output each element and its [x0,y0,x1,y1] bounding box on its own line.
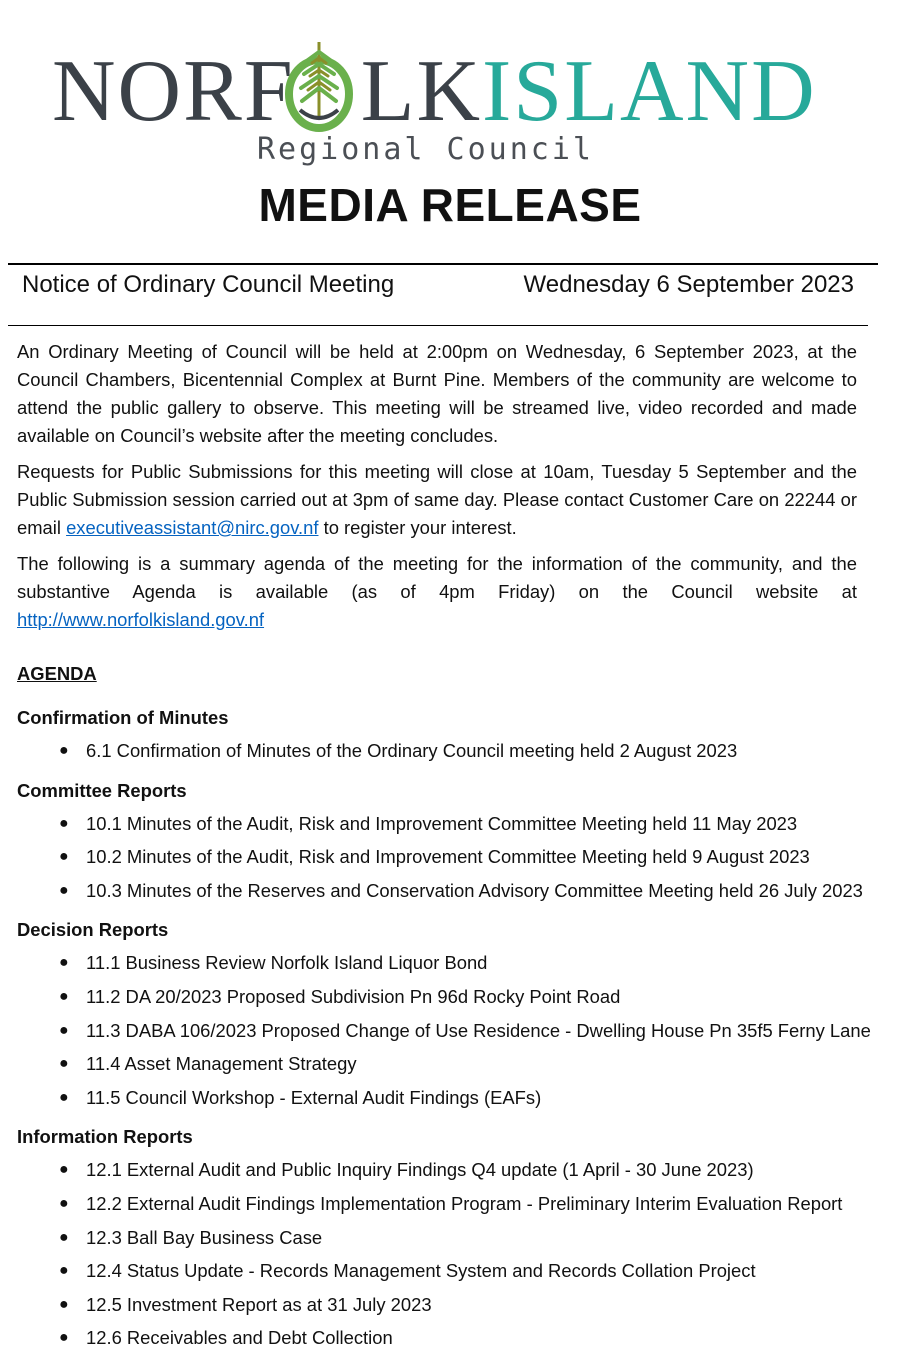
summary-text: The following is a summary agenda of the meeting for the information of the community, and the substantive Agenda is available (as of 4pm Friday) on the Council website at [17,553,857,602]
agenda-item [17,1255,857,1289]
agenda-item [17,981,857,1015]
agenda-item-list [17,947,871,1115]
bullet-icon: ● [59,987,69,1005]
bullet-icon: ● [59,881,69,899]
agenda-item-text: 12.4 Status Update - Records Management System and Records Collation Project [86,1260,756,1282]
section-heading-information-reports: Information Reports [17,1126,193,1148]
agenda-item-text: 12.5 Investment Report as at 31 July 2023 [86,1293,432,1315]
bullet-icon: ● [59,1262,69,1280]
bullet-icon: ● [59,1329,69,1347]
bullet-icon: ● [59,848,69,866]
agenda-item [17,1322,857,1356]
submissions-text-end: to register your interest. [318,517,517,538]
logo-subtitle: Regional Council [257,132,594,167]
agenda-item-text: 6.1 Confirmation of Minutes of the Ordinary Council meeting held 2 August 2023 [86,740,738,761]
agenda-item [17,1082,857,1116]
submissions-text: Requests for Public Submissions for this meeting will close at 10am, Tuesday 5 September and the Public Submission session carried out at 3pm of same day. Please contact Customer Care on 22244 or email [17,461,857,538]
agenda-item [17,841,857,875]
agenda-item [17,947,857,981]
council-website-link[interactable]: http://www.norfolkisland.gov.nf [17,609,265,630]
agenda-item [17,1222,857,1256]
notice-title: Notice of Ordinary Council Meeting [22,271,395,298]
agenda-item-text: 12.6 Receivables and Debt Collection [86,1327,393,1349]
bullet-icon: ● [59,1088,69,1106]
bullet-icon: ● [59,814,69,832]
notice-date: Wednesday 6 September 2023 [523,271,854,298]
agenda-heading: AGENDA [17,663,97,684]
agenda-item-text: 10.3 Minutes of the Reserves and Conservation Advisory Committee Meeting held 26 July 2023 [86,879,863,901]
agenda-item-list [17,735,857,769]
bullet-icon: ● [59,742,69,759]
bullet-icon: ● [59,1194,69,1212]
agenda-item [17,1015,871,1049]
divider-top [8,263,878,265]
bullet-icon: ● [59,1021,69,1039]
agenda-item-text: 11.4 Asset Management Strategy [86,1053,357,1075]
release-body [17,338,871,1356]
agenda-item-text: 10.2 Minutes of the Audit, Risk and Improvement Committee Meeting held 9 August 2023 [86,846,810,868]
agenda-item [17,1048,857,1082]
section-heading-decision-reports: Decision Reports [17,919,169,941]
council-logo [52,38,817,168]
agenda-item [17,1188,857,1222]
agenda-item-text: 11.5 Council Workshop - External Audit Findings (EAFs) [86,1086,542,1108]
agenda-item-text: 10.1 Minutes of the Audit, Risk and Improvement Committee Meeting held 11 May 2023 [86,812,798,834]
agenda-item-text: 11.2 DA 20/2023 Proposed Subdivision Pn 96d Rocky Point Road [86,985,621,1007]
agenda-item [17,1289,857,1323]
agenda-item [17,808,857,842]
bullet-icon: ● [59,954,69,972]
email-link[interactable]: executiveassistant@nirc.gov.nf [66,517,319,538]
agenda-item [17,875,863,909]
section-heading-committee-reports: Committee Reports [17,779,187,801]
divider-bottom [8,325,868,326]
agenda-item-text: 12.2 External Audit Findings Implementation Program - Preliminary Interim Evaluation Report [86,1192,843,1214]
agenda-item-text: 11.3 DABA 106/2023 Proposed Change of Use Residence - Dwelling House Pn 35f5 Ferny Lane [86,1019,871,1041]
agenda-item-list [17,1154,857,1356]
agenda-item-text: 12.3 Ball Bay Business Case [86,1226,323,1248]
bullet-icon: ● [59,1161,69,1179]
bullet-icon: ● [59,1228,69,1246]
logo-word-norfolk: NORF LK [52,43,483,140]
bullet-icon: ● [59,1055,69,1073]
agenda-item-text: 11.1 Business Review Norfolk Island Liquor Bond [86,952,488,974]
notice-banner [22,268,854,302]
bullet-icon: ● [59,1295,69,1313]
agenda-sections [17,704,871,1356]
meeting-details-paragraph: An Ordinary Meeting of Council will be held at 2:00pm on Wednesday, 6 September 2023, at the Council Chambers, Bicentennial Complex at Burnt Pine. Members of the community are welcome to attend the public gallery to observe. This meeting will be streamed live, video recorded and made available on Council’s website after the meeting concludes. [17,341,857,446]
agenda-item-text: 12.1 External Audit and Public Inquiry Findings Q4 update (1 April - 30 June 2023) [86,1159,754,1181]
agenda-item [17,1154,857,1188]
agenda-summary-paragraph [17,550,857,634]
agenda-item-list [17,808,863,909]
section-heading-confirmation-of-minutes: Confirmation of Minutes [17,707,229,728]
public-submissions-paragraph [17,458,857,542]
agenda-item [17,735,857,769]
logo-word-island: ISLAND [482,43,817,140]
page-title: MEDIA RELEASE [258,179,642,231]
